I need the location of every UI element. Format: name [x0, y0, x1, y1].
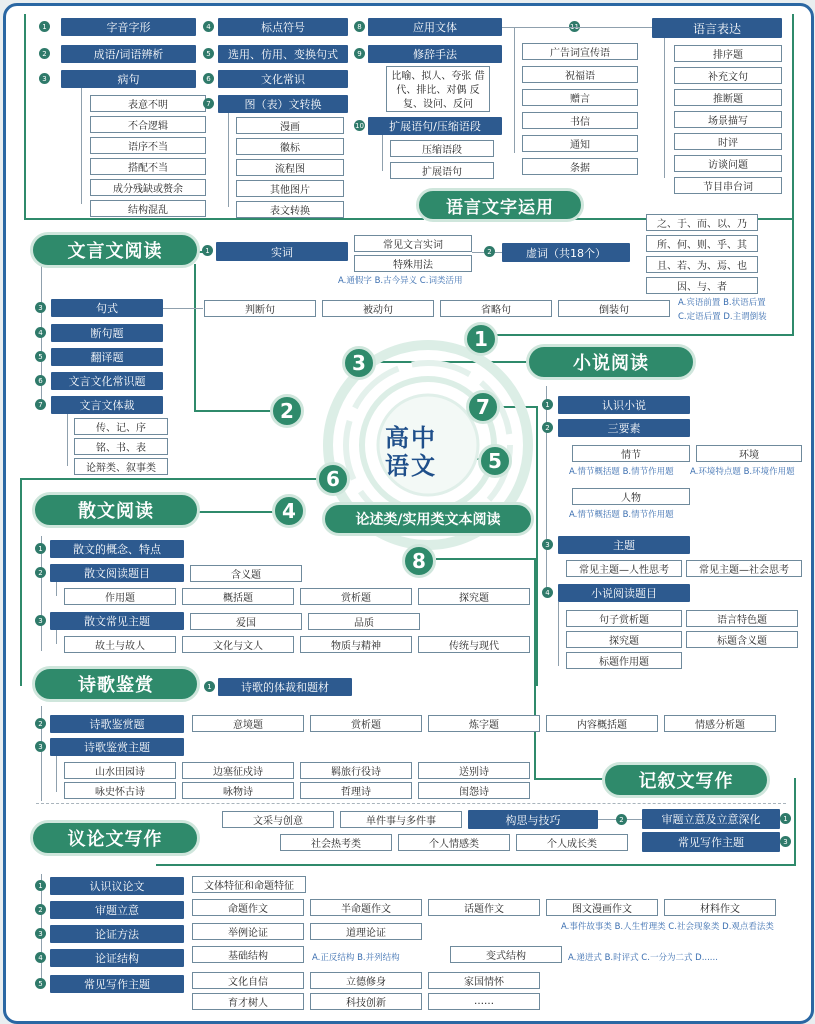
leaf: 漫画: [236, 117, 344, 134]
note-jiegou: A.正反结构 B.并列结构: [312, 953, 400, 963]
badge: 3: [35, 302, 46, 313]
leaf: 话题作文: [428, 899, 540, 916]
connector: [20, 478, 22, 686]
node-lunzheng-jiegou: 论证结构: [50, 949, 184, 967]
leaf: 爱国: [190, 613, 302, 630]
leaf: 边塞征戍诗: [182, 762, 294, 779]
leaf: 其他图片: [236, 180, 344, 197]
leaf: 省略句: [440, 300, 552, 317]
pill-wenyanwen: 文言文阅读: [30, 232, 200, 268]
connector: [536, 406, 538, 686]
pill-yilunwen: 议论文写作: [30, 820, 200, 856]
badge: 7: [203, 98, 214, 109]
leaf: 句子赏析题: [566, 610, 682, 627]
leaf: 概括题: [182, 588, 294, 605]
badge: 4: [35, 952, 46, 963]
node-ticai: 文言文体裁: [51, 396, 163, 414]
leaf: 排序题: [674, 45, 782, 62]
leaf: 扩展语句: [390, 162, 494, 179]
badge: 3: [39, 73, 50, 84]
number-6: 6: [316, 462, 350, 496]
leaf: 个人成长类: [516, 834, 628, 851]
badge: 8: [354, 21, 365, 32]
node-renshi-yilunwen: 认识议论文: [50, 877, 184, 895]
leaf: 图文漫画作文: [546, 899, 658, 916]
node-bingju: 病句: [61, 70, 196, 88]
leaf: 文化自信: [192, 972, 304, 989]
connector: [194, 264, 196, 410]
node-sanwen-zhuti: 散文常见主题: [50, 612, 184, 630]
leaf: 推断题: [674, 89, 782, 106]
node-sanwen-timu: 散文阅读题目: [50, 564, 184, 582]
note-shenti: A.事件故事类 B.人生哲理类 C.社会现象类 D.观点看法类: [561, 922, 774, 932]
leaf: 判断句: [204, 300, 316, 317]
leaf: 文采与创意: [222, 811, 334, 828]
node-yingyong: 应用文体: [368, 18, 502, 36]
number-1: 1: [464, 322, 498, 356]
badge: 2: [35, 904, 46, 915]
leaf: 结构混乱: [90, 200, 206, 217]
number-3: 3: [342, 346, 376, 380]
badge: 3: [35, 741, 46, 752]
pill-sanwen: 散文阅读: [32, 492, 200, 528]
node-biaodian: 标点符号: [218, 18, 348, 36]
badge: 2: [35, 567, 46, 578]
connector: [24, 218, 424, 220]
leaf: 访谈问题: [674, 155, 782, 172]
note: A.环境特点题 B.环境作用题: [690, 467, 795, 477]
leaf: 条据: [522, 158, 638, 175]
connector: [436, 558, 534, 560]
connector: [534, 558, 536, 778]
leaf: 文体特征和命题特征: [192, 876, 306, 893]
leaf: 常见主题—社会思考: [686, 560, 802, 577]
leaf: 常见文言实词: [354, 235, 472, 252]
connector: [534, 778, 606, 780]
note-daozhuang: C.定语后置 D.主谓倒装: [678, 312, 767, 322]
badge: 2: [35, 718, 46, 729]
node-tubiao: 图（表）文转换: [218, 95, 348, 113]
connector: [514, 27, 515, 153]
badge: 5: [203, 48, 214, 59]
node-xuanyong: 选用、仿用、变换句式: [218, 45, 348, 63]
leaf: 山水田园诗: [64, 762, 176, 779]
node-shici: 实词: [216, 242, 348, 261]
badge: 1: [204, 681, 215, 692]
leaf: 补充文句: [674, 67, 782, 84]
leaf: 标题含义题: [686, 631, 798, 648]
leaf: 语言特色题: [686, 610, 798, 627]
number-2: 2: [270, 394, 304, 428]
node-shige-zhuti: 诗歌鉴赏主题: [50, 738, 184, 756]
leaf: 情节: [572, 445, 690, 462]
leaf: 标题作用题: [566, 652, 682, 669]
leaf: 书信: [522, 112, 638, 129]
leaf: 故土与故人: [64, 636, 176, 653]
badge: 5: [35, 351, 46, 362]
leaf: 常见主题—人性思考: [566, 560, 682, 577]
leaf: 单件事与多件事: [340, 811, 462, 828]
leaf: 哲理诗: [300, 782, 412, 799]
leaf: 基础结构: [192, 946, 304, 963]
connector: [558, 602, 559, 666]
node-wenhua-changshi: 文言文化常识题: [51, 372, 163, 390]
leaf: 不合逻辑: [90, 116, 206, 133]
number-4: 4: [272, 494, 306, 528]
leaf: 表文转换: [236, 201, 344, 218]
connector: [20, 478, 320, 480]
node-fanyi: 翻译题: [51, 348, 163, 366]
note-daozhuang: A.宾语前置 B.状语后置: [678, 298, 766, 308]
badge: 4: [35, 327, 46, 338]
badge: 10: [355, 121, 364, 130]
leaf: 举例论证: [192, 923, 304, 940]
connector: [67, 412, 68, 466]
node-yuyan-biaoda: 语言表达: [652, 18, 782, 38]
connector: [194, 410, 270, 412]
node-shige-ti: 诗歌鉴赏题: [50, 715, 184, 733]
pill-shige: 诗歌鉴赏: [32, 666, 200, 702]
connector: [228, 113, 229, 207]
leaf: ……: [428, 993, 540, 1010]
badge: 2: [542, 422, 553, 433]
pill-xiaoshuo: 小说阅读: [526, 344, 696, 380]
connector: [156, 864, 796, 866]
leaf: 意境题: [192, 715, 304, 732]
leaf: 祝福语: [522, 66, 638, 83]
leaf: 文化与文人: [182, 636, 294, 653]
connector: [792, 14, 794, 219]
leaf: 变式结构: [450, 946, 562, 963]
leaf: 赠言: [522, 89, 638, 106]
note: A.情节概括题 B.情节作用题: [569, 510, 674, 520]
node-zi-yin: 字音字形: [61, 18, 196, 36]
node-wenhua: 文化常识: [218, 70, 348, 88]
divider: [36, 803, 786, 804]
leaf: 科技创新: [310, 993, 422, 1010]
badge: 2: [484, 246, 495, 257]
leaf: 赏析题: [300, 588, 412, 605]
pill-yuyan-wenzi: 语言文字运用: [416, 188, 584, 222]
node-yilun-zhuti: 常见写作主题: [50, 975, 184, 993]
node-xiezuo-zhuti: 常见写作主题: [642, 832, 780, 852]
number-5: 5: [478, 444, 512, 478]
badge: 4: [542, 587, 553, 598]
leaf: 送别诗: [418, 762, 530, 779]
node-kuozhan: 扩展语句/压缩语段: [368, 117, 502, 135]
center-title-line1: 高中: [385, 424, 437, 452]
leaf: 命题作文: [192, 899, 304, 916]
badge: 1: [39, 21, 50, 32]
leaf: 被动句: [322, 300, 434, 317]
leaf: 半命题作文: [310, 899, 422, 916]
leaf: 特殊用法: [354, 255, 472, 272]
badge: 2: [39, 48, 50, 59]
node-sanyaosu: 三要素: [558, 419, 690, 437]
number-7: 7: [466, 390, 500, 424]
leaf: 个人情感类: [398, 834, 510, 851]
note-jiegou: A.递进式 B.时评式 C.一分为二式 D......: [568, 953, 718, 963]
connector: [56, 582, 57, 596]
badge: 1: [202, 245, 213, 256]
node-jushi: 句式: [51, 299, 163, 317]
leaf: 人物: [572, 488, 690, 505]
node-shige-ticai: 诗歌的体裁和题材: [218, 678, 352, 696]
leaf: 育才树人: [192, 993, 304, 1010]
badge: 6: [35, 375, 46, 386]
leaf: 倒装句: [558, 300, 670, 317]
leaf: 通知: [522, 135, 638, 152]
connector: [382, 135, 383, 171]
leaf: 时评: [674, 133, 782, 150]
leaf-xuci-words: 所、何、则、乎、其: [646, 235, 758, 252]
node-lunzheng-fangfa: 论证方法: [50, 925, 184, 943]
leaf: 内容概括题: [546, 715, 658, 732]
connector: [163, 308, 203, 309]
leaf: 环境: [696, 445, 802, 462]
leaf: 闺怨诗: [418, 782, 530, 799]
badge: 1: [35, 880, 46, 891]
node-shenti-liyi-8: 审题立意: [50, 901, 184, 919]
leaf: 压缩语段: [390, 140, 494, 157]
leaf-xuci-words: 因、与、者: [646, 277, 758, 294]
connector: [56, 756, 57, 792]
connector: [792, 218, 794, 336]
badge: 1: [780, 813, 791, 824]
node-xiuci: 修辞手法: [368, 45, 502, 63]
leaf-xuci-words: 且、若、为、焉、也: [646, 256, 758, 273]
leaf: 表意不明: [90, 95, 206, 112]
leaf: 探究题: [566, 631, 682, 648]
badge: 4: [203, 21, 214, 32]
leaf: 徽标: [236, 138, 344, 155]
badge: 9: [354, 48, 365, 59]
node-sanwen-gainian: 散文的概念、特点: [50, 540, 184, 558]
badge: 3: [780, 836, 791, 847]
leaf: 传、记、序: [74, 418, 168, 435]
node-duanju: 断句题: [51, 324, 163, 342]
leaf: 道理论证: [310, 923, 422, 940]
leaf: 广告词宣传语: [522, 43, 638, 60]
leaf: 节目串台词: [674, 177, 782, 194]
node-zhuti: 主题: [558, 536, 690, 554]
connector: [794, 778, 796, 866]
leaf: 赏析题: [310, 715, 422, 732]
leaf: 咏物诗: [182, 782, 294, 799]
leaf: 炼字题: [428, 715, 540, 732]
center-title-line2: 语文: [385, 452, 437, 480]
connector: [24, 14, 26, 219]
leaf: 论辩类、叙事类: [74, 458, 168, 475]
note-shici: A.通假字 B.古今异义 C.词类活用: [338, 276, 463, 286]
connector: [56, 630, 57, 644]
leaf: 材料作文: [664, 899, 776, 916]
connector: [81, 88, 82, 204]
leaf: 品质: [308, 613, 420, 630]
connector: [494, 334, 794, 336]
badge: 3: [35, 615, 46, 626]
connector: [664, 38, 665, 178]
node-xiaoshuo-timu: 小说阅读题目: [558, 584, 690, 602]
node-xuci: 虚词（共18个）: [502, 243, 630, 262]
leaf: 探究题: [418, 588, 530, 605]
leaf: 社会热考类: [280, 834, 392, 851]
badge: 2: [616, 814, 627, 825]
leaf: 情感分析题: [664, 715, 776, 732]
leaf: 传统与现代: [418, 636, 530, 653]
note: A.情节概括题 B.情节作用题: [569, 467, 674, 477]
leaf-xuci-words: 之、于、而、以、乃: [646, 214, 758, 231]
pill-lunshu: 论述类/实用类文本阅读: [322, 502, 534, 536]
node-renshi-xiaoshuo: 认识小说: [558, 396, 690, 414]
connector: [502, 27, 652, 28]
leaf: 羁旅行役诗: [300, 762, 412, 779]
leaf: 含义题: [190, 565, 302, 582]
badge: 3: [35, 928, 46, 939]
badge: 5: [35, 978, 46, 989]
badge: 1: [35, 543, 46, 554]
badge: 3: [542, 539, 553, 550]
node-gousi: 构思与技巧: [468, 810, 598, 829]
leaf: 立德修身: [310, 972, 422, 989]
leaf-rhetoric: 比喻、拟人、夸张 借代、排比、对偶 反复、设问、反问: [386, 66, 490, 112]
number-8: 8: [402, 544, 436, 578]
badge: 7: [35, 399, 46, 410]
leaf: 场景描写: [674, 111, 782, 128]
mindmap-frame: [3, 3, 814, 1024]
leaf: 流程图: [236, 159, 344, 176]
pill-jixuwen: 记叙文写作: [602, 762, 770, 798]
leaf: 咏史怀古诗: [64, 782, 176, 799]
leaf: 家国情怀: [428, 972, 540, 989]
badge: 6: [203, 73, 214, 84]
leaf: 搭配不当: [90, 158, 206, 175]
leaf: 作用题: [64, 588, 176, 605]
connector: [546, 386, 547, 596]
leaf: 铭、书、表: [74, 438, 168, 455]
center-title: [366, 424, 456, 480]
node-chengyu: 成语/词语辨析: [61, 45, 196, 63]
leaf: 成分残缺或赘余: [90, 179, 206, 196]
node-shenti-liyi: 审题立意及立意深化: [642, 809, 780, 829]
leaf: 语序不当: [90, 137, 206, 154]
leaf: 物质与精神: [300, 636, 412, 653]
badge: 1: [542, 399, 553, 410]
